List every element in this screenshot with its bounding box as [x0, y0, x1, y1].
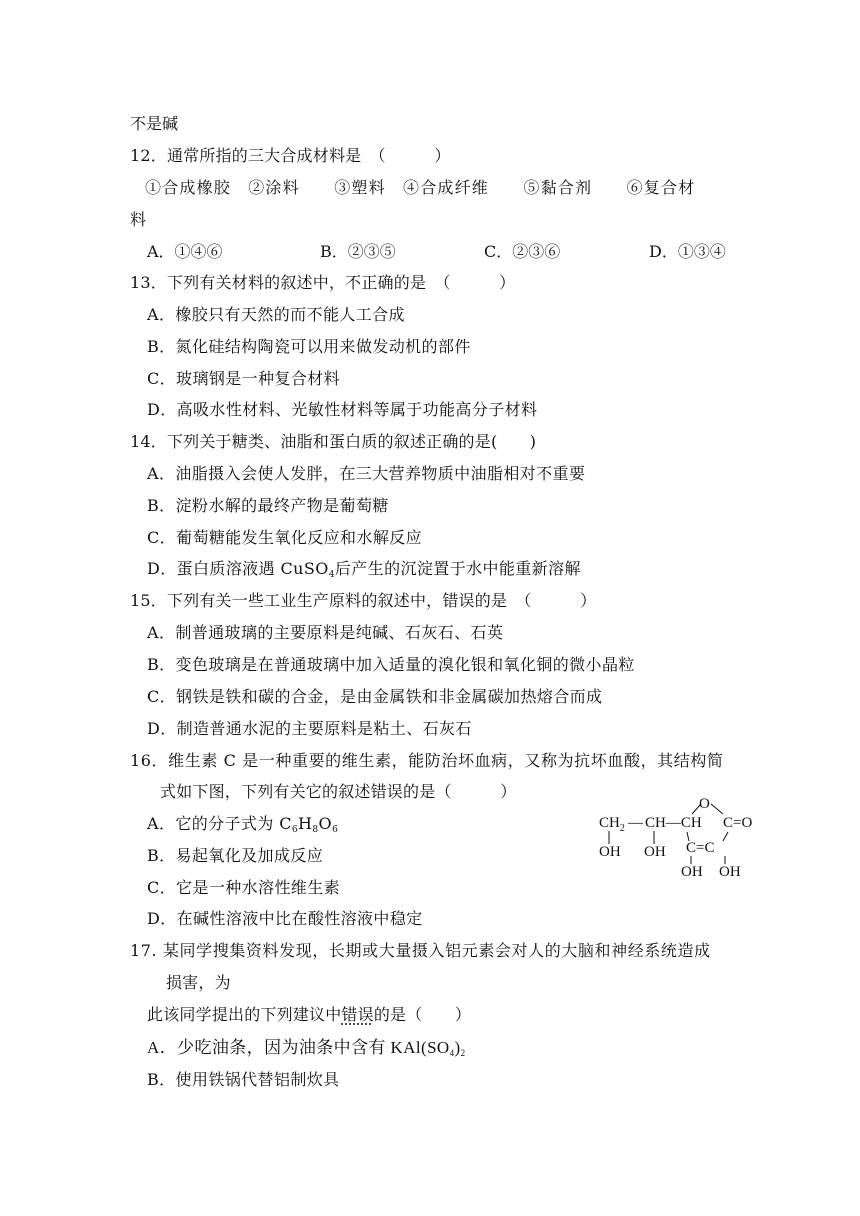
option-b: B．使用铁锅代替铝制炊具	[147, 1070, 340, 1089]
question-12-items-wrap: 料	[130, 210, 147, 229]
bond-line	[711, 804, 723, 814]
c-double-c-label: C=C	[686, 840, 715, 856]
option-b: B．氮化硅结构陶瓷可以用来做发动机的部件	[147, 337, 471, 356]
option-a: A．它的分子式为 $C_6H_8O_6$	[147, 814, 339, 835]
option-a: A．少吃油条，因为油条中含有 $KAl(SO_4)_2$	[147, 1038, 466, 1058]
option-b: B．易起氧化及加成反应	[147, 846, 324, 865]
question-14: 14．下列关于糖类、油脂和蛋白质的叙述正确的是( )	[130, 432, 537, 451]
ring-carbon: C	[723, 815, 734, 831]
option-a: A．油脂摄入会使人发胖，在三大营养物质中油脂相对不重要	[147, 464, 586, 483]
option-c: C．②③⑥	[484, 242, 561, 261]
option-c: C．葡萄糖能发生氧化反应和水解反应	[147, 528, 423, 547]
option-b: B．变色玻璃是在普通玻璃中加入适量的溴化银和氧化铜的微小晶粒	[147, 655, 635, 674]
option-d: D．制造普通水泥的主要原料是粘土、石灰石	[147, 719, 472, 738]
carbonyl-oxygen: =O	[733, 815, 753, 831]
oh-label: OH	[644, 844, 666, 860]
option-d: D．在碱性溶液中比在酸性溶液中稳定	[147, 909, 423, 928]
continued-text: 不是碱	[130, 114, 179, 133]
ch-ch-label: CH—CH	[645, 815, 702, 831]
ch2-label: $CH_2$	[599, 815, 625, 834]
question-13: 13．下列有关材料的叙述中，不正确的是 （ ）	[130, 273, 516, 292]
option-d: D．①③④	[649, 242, 726, 261]
option-b: B．淀粉水解的最终产物是葡萄糖	[147, 496, 389, 515]
question-16: 16．维生素 C 是一种重要的维生素，能防治坏血病，又称为抗坏血酸，其结构简	[130, 751, 724, 770]
bond-dash: —	[628, 815, 643, 831]
option-d: D．蛋白质溶液遇 CuSO$_4$后产生的沉淀置于水中能重新溶解	[147, 559, 581, 580]
oh-label: OH	[599, 844, 621, 860]
ring-oxygen: O	[699, 796, 710, 812]
option-c: C．它是一种水溶性维生素	[147, 878, 341, 897]
oh-label: OH	[719, 864, 741, 880]
question-12-options	[0, 241, 860, 263]
question-12: 12．通常所指的三大合成材料是 （ ）	[130, 146, 451, 165]
option-b: B．②③⑤	[320, 242, 396, 261]
option-c: C．钢铁是铁和碳的合金，是由金属铁和非金属碳加热熔合而成	[147, 687, 603, 706]
question-12-items: ①合成橡胶 ②涂料 ③塑料 ④合成纤维 ⑤黏合剂 ⑥复合材	[145, 178, 696, 197]
option-a: A．橡胶只有天然的而不能人工合成	[147, 305, 405, 324]
vitamin-c-structure	[595, 792, 770, 882]
bond-line	[723, 832, 728, 841]
question-17-wrap: 损害，为	[166, 973, 231, 992]
option-a: A．①④⑥	[147, 242, 223, 261]
question-17-stem: 此该同学提出的下列建议中错误的是（ ）	[147, 1005, 472, 1024]
oh-label: OH	[681, 864, 703, 880]
question-15: 15．下列有关一些工业生产原料的叙述中，错误的是 （ ）	[130, 591, 597, 610]
question-16-wrap: 式如下图，下列有关它的叙述错误的是（ ）	[160, 782, 517, 801]
question-17: 17. 某同学搜集资料发现，长期或大量摄入铝元素会对人的大脑和神经系统造成	[130, 941, 711, 960]
option-c: C．玻璃钢是一种复合材料	[147, 369, 341, 388]
option-d: D．高吸水性材料、光敏性材料等属于功能高分子材料	[147, 400, 538, 419]
option-a: A．制普通玻璃的主要原料是纯碱、石灰石、石英	[147, 623, 504, 642]
